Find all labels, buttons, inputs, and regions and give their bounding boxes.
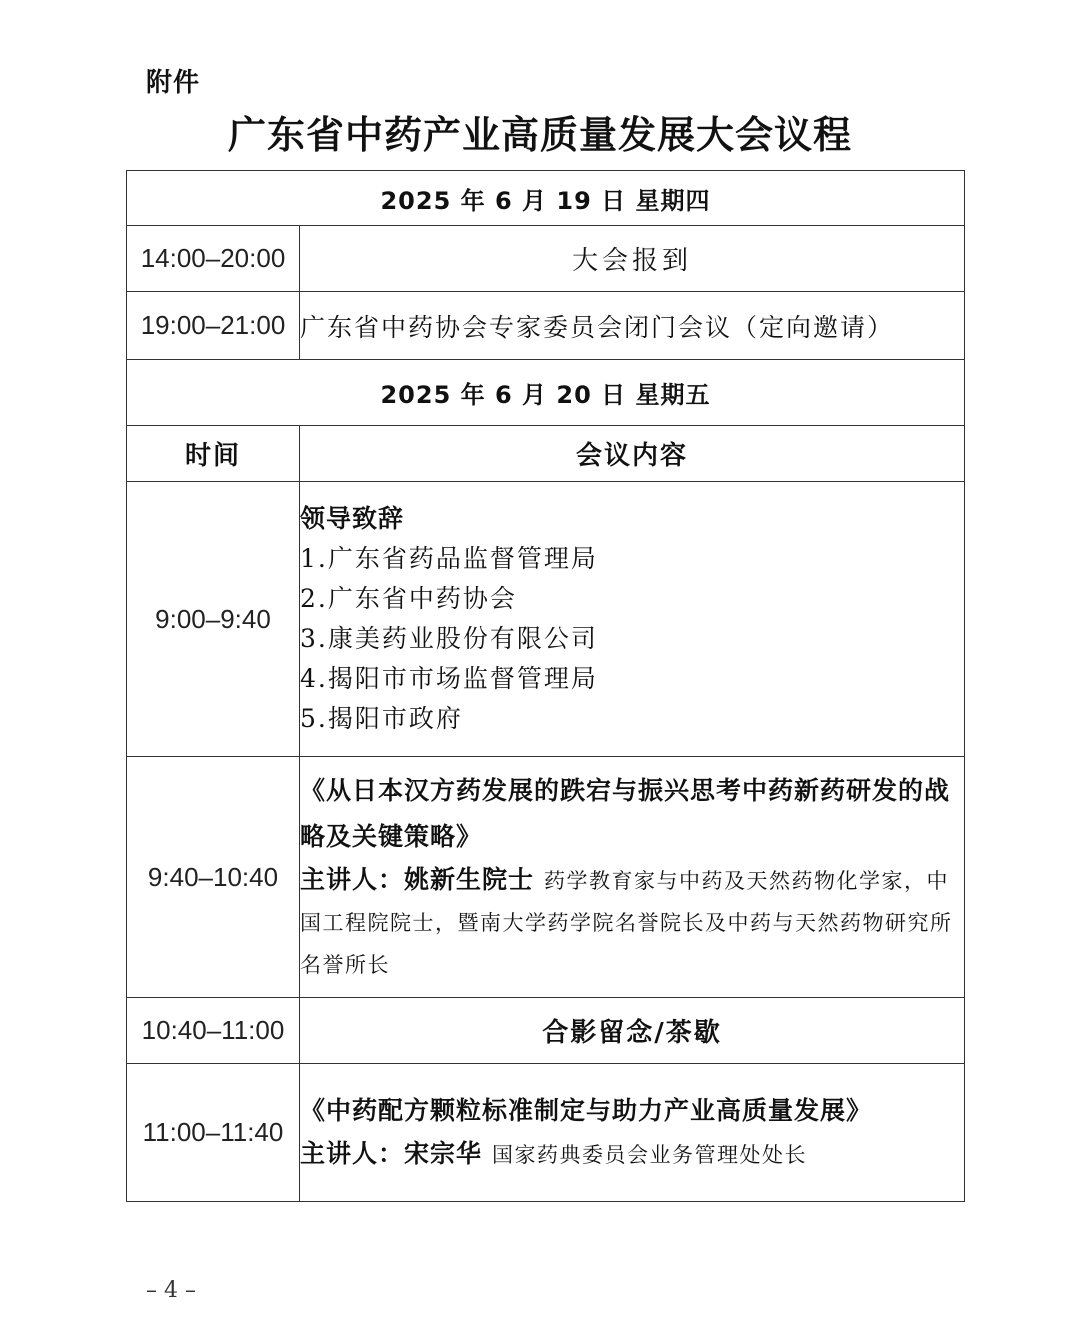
page-title: 广东省中药产业高质量发展大会议程 bbox=[227, 112, 852, 157]
list-item: 2.广东省中药协会 bbox=[300, 584, 517, 613]
column-header-content: 会议内容 bbox=[300, 426, 965, 482]
session-content bbox=[300, 1064, 965, 1202]
list-item: 1.广东省药品监督管理局 bbox=[300, 544, 598, 573]
row-time: 19:00–21:00 bbox=[127, 292, 300, 360]
day2-date: 2025 年 6 月 20 日 星期五 bbox=[127, 360, 965, 426]
speaker-description: 药学教育家与中药及天然药物化学家，中国工程院院士，暨南大学药学院名誉院长及中药与天然药物研究所名誉所长 bbox=[300, 868, 953, 977]
attachment-label: 附件 bbox=[146, 68, 201, 98]
column-header-time: 时间 bbox=[127, 426, 300, 482]
row-content: 大会报到 bbox=[300, 226, 965, 292]
speaker-label: 主讲人： bbox=[300, 864, 405, 894]
list-item: 5.揭阳市政府 bbox=[300, 704, 463, 733]
session-time: 9:40–10:40 bbox=[127, 757, 300, 998]
page-number: – 4 – bbox=[146, 1278, 196, 1303]
session-break-row bbox=[127, 998, 965, 1064]
session-content bbox=[300, 757, 965, 998]
session-opening-row bbox=[127, 482, 965, 757]
session-content bbox=[300, 482, 965, 757]
speaker-info bbox=[300, 860, 964, 987]
speaker-name: 宋宗华 bbox=[404, 1139, 483, 1168]
speaker-name: 姚新生院士 bbox=[404, 864, 535, 894]
session-time: 11:00–11:40 bbox=[127, 1064, 300, 1202]
table-row bbox=[127, 226, 965, 292]
session-time: 9:00–9:40 bbox=[127, 482, 300, 757]
talk-title: 《中药配方颗粒标准制定与助力产业高质量发展》 bbox=[300, 1096, 873, 1125]
table-header-row bbox=[127, 426, 965, 482]
session-content: 合影留念/茶歇 bbox=[300, 998, 965, 1064]
session-heading: 领导致辞 bbox=[300, 504, 405, 533]
speaker-info bbox=[300, 1134, 964, 1177]
day1-date: 2025 年 6 月 19 日 星期四 bbox=[127, 171, 965, 226]
talk-title: 《从日本汉方药发展的跌宕与振兴思考中药新药研发的战略及关键策略》 bbox=[300, 775, 951, 851]
row-time: 14:00–20:00 bbox=[127, 226, 300, 292]
day2-date-row bbox=[127, 360, 965, 426]
table-row bbox=[127, 292, 965, 360]
session-keynote-row bbox=[127, 757, 965, 998]
list-item: 3.康美药业股份有限公司 bbox=[300, 624, 598, 653]
speaker-label: 主讲人： bbox=[300, 1139, 405, 1168]
speaker-description: 国家药典委员会业务管理处处长 bbox=[492, 1143, 808, 1167]
session-time: 10:40–11:00 bbox=[127, 998, 300, 1064]
list-item: 4.揭阳市市场监督管理局 bbox=[300, 664, 598, 693]
day1-date-row bbox=[127, 171, 965, 226]
row-content: 广东省中药协会专家委员会闭门会议（定向邀请） bbox=[300, 292, 965, 360]
agenda-table bbox=[126, 170, 965, 1202]
session-talk-row bbox=[127, 1064, 965, 1202]
